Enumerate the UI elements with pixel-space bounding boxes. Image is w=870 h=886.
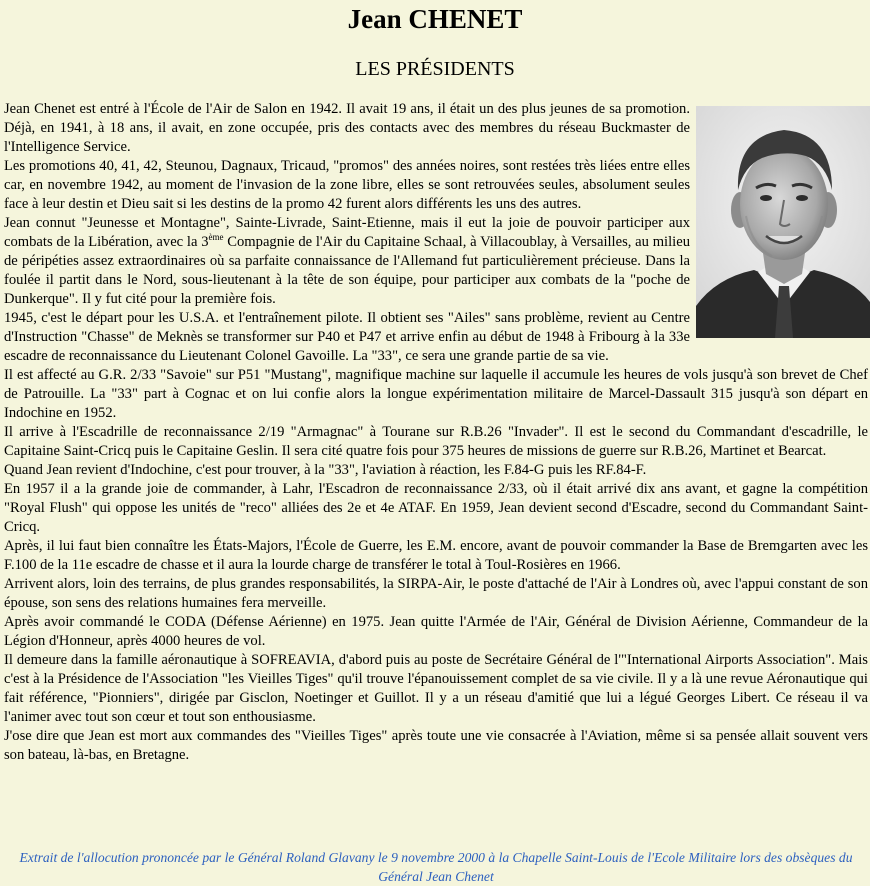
page-subtitle: LES PRÉSIDENTS [355,58,515,80]
paragraph-3-sup: ème [208,232,224,243]
paragraph-9: Après, il lui faut bien connaître les États-Majors, l'École de Guerre, les E.M. encore, avant de pouvoir commander la Base de Bremgarten avec les F.100 de la 11e escadre de chasse et il aura la lourde charge de transférer le total à Toul-Rosières en 1966. [4,538,868,573]
paragraph-3-before: Jean connut "Jeunesse et Montagne", Sainte-Livrade, Saint-Etienne, mais il eut la joie de pouvoir participer aux combats de la Libération, avec la 3 [4,215,690,250]
paragraph-11: Après avoir commandé le CODA (Défense Aérienne) en 1975. Jean quitte l'Armée de l'Air, Général de Division Aérienne, Commandeur de la Légion d'Honneur, après 4000 heures de vol. [4,614,868,649]
paragraph-3-after: Compagnie de l'Air du Capitaine Schaal, à Villacoublay, à Versailles, au milieu de péripéties assez extraordinaires où sa parfaite connaissance de l'Allemand fut particulièrement précieuse. Dans la foulée il partit dans le Nord, sous-lieutenant à la tête de son équipe, pour participer aux combats de la "poche de Dunkerque". Il y fut cité pour la première fois. [4,234,690,307]
paragraph-5: Il est affecté au G.R. 2/33 "Savoie" sur P51 "Mustang", magnifique machine sur laquelle il accumule les heures de vols jusqu'à son brevet de Chef de Patrouille. La "33" part à Cognac et on lui confie alors la longue expérimentation militaire de Marcel-Dassault 315 jusqu'à son départ en Indochine en 1952. [4,367,868,421]
paragraph-8: En 1957 il a la grande joie de commander, à Lahr, l'Escadron de reconnaissance 2/33, où il était arrivé dix ans avant, et gagne la compétition "Royal Flush" qui oppose les unités de "reco" alliées des 2e et 4e ATAF. En 1959, Jean devient second d'Escadre, second du Commandant Saint-Cricq. [4,481,868,535]
paragraph-6: Il arrive à l'Escadrille de reconnaissance 2/19 "Armagnac" à Tourane sur R.B.26 "Invader". Il est le second du Commandant d'escadrille, le Capitaine Saint-Cricq puis le Capitaine Geslin. Il sera cité quatre fois pour 375 heures de missions de guerre sur R.B.26, Martinet et Bearcat. [4,424,868,459]
paragraph-7: Quand Jean revient d'Indochine, c'est pour trouver, à la "33", l'aviation à réaction, les F.84-G puis les RF.84-F. [4,462,647,478]
page-title: Jean CHENET [347,4,523,34]
paragraph-1: Jean Chenet est entré à l'École de l'Air de Salon en 1942. Il avait 19 ans, il était un des plus jeunes de sa promotion. Déjà, en 1941, à 18 ans, il avait, en zone occupée, pris des contacts avec des membres du réseau Buckmaster de l'Intelligence Service. [4,101,690,155]
article-body [4,100,868,765]
paragraph-13: J'ose dire que Jean est mort aux commandes des "Vieilles Tiges" après toute une vie consacrée à l'Aviation, même si sa pensée allait souvent vers son bateau, là-bas, en Bretagne. [4,728,868,763]
paragraph-2: Les promotions 40, 41, 42, Steunou, Dagnaux, Tricaud, "promos" des années noires, sont restées très liées entre elles car, en novembre 1942, au moment de l'invasion de la zone libre, elles se sont retrouvées seules, absolument seules face à leur destin et Dieu sait si les destins de la promo 42 furent alors différents les uns des autres. [4,158,690,212]
paragraph-4: 1945, c'est le départ pour les U.S.A. et l'entraînement pilote. Il obtient ses "Ailes" sans problème, revient au Centre d'Instruction "Chasse" de Meknès se transformer sur P40 et P47 et arrive enfin au début de 1948 à Fribourg à la 33e escadre de reconnaissance du Lieutenant Colonel Gavoille. La "33", ce sera une grande partie de sa vie. [4,310,690,364]
paragraph-10: Arrivent alors, loin des terrains, de plus grandes responsabilités, la SIRPA-Air, le poste d'attaché de l'Air à Londres où, avec l'appui constant de son épouse, son sens des relations humaines fera merveille. [4,576,868,611]
portrait-float-space [690,100,868,340]
paragraph-12: Il demeure dans la famille aéronautique à SOFREAVIA, d'abord puis au poste de Secrétaire Général de l'"International Airports Association". Mais c'est à la Présidence de l'Association "les Vieilles Tiges" qu'il trouve l'épanouissement complet de sa vie civile. Il y a là une revue Aéronautique qui fait référence, "Pionniers", dirigée par Gisclon, Noetinger et Guillot. Il y a un réseau d'amitié que lui a légué Georges Libert. Ce réseau il va l'animer avec tout son cœur et tout son enthousiasme. [4,652,868,725]
caption: Extrait de l'allocution prononcée par le Général Roland Glavany le 9 novembre 2000 à la Chapelle Saint-Louis de l'Ecole Militaire lors des obsèques du Général Jean Chenet [19,850,853,884]
